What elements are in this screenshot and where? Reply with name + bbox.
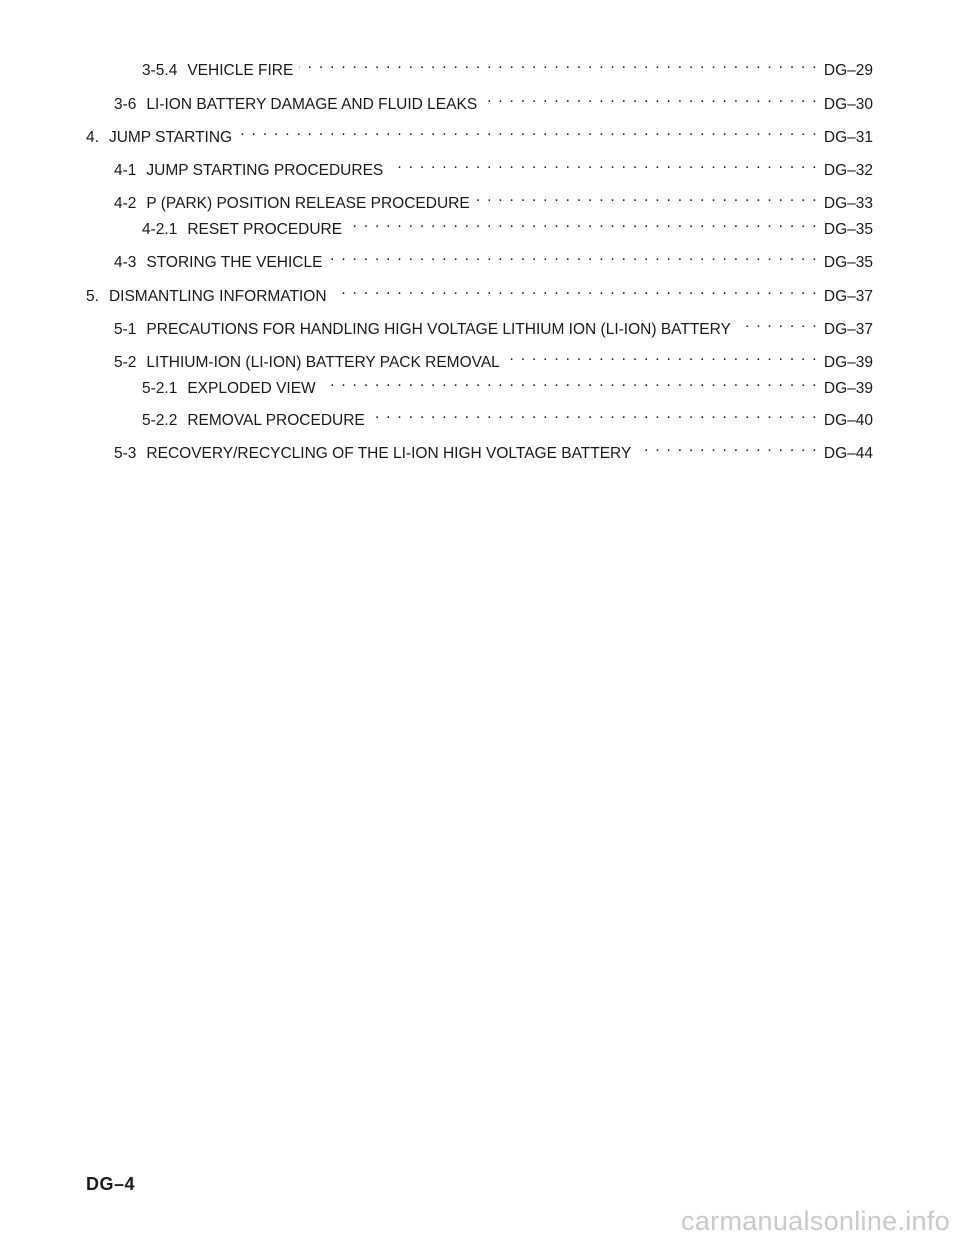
entry-title: RESET PROCEDURE — [187, 221, 343, 238]
entry-page: DG–35 — [823, 221, 873, 238]
entry-number: 4. — [86, 129, 99, 146]
dot-leader — [371, 403, 818, 425]
toc-entry[interactable] — [86, 279, 873, 305]
entry-page: DG–29 — [823, 62, 873, 79]
entry-title: LITHIUM-ION (LI-ION) BATTERY PACK REMOVAL — [146, 354, 500, 371]
entry-number: 5-2.1 — [142, 380, 178, 397]
toc-entry[interactable] — [114, 436, 873, 462]
entry-page: DG–35 — [823, 254, 873, 271]
toc-entry[interactable] — [114, 345, 873, 371]
entry-title: REMOVAL PROCEDURE — [187, 412, 365, 429]
entry-page: DG–44 — [823, 445, 873, 462]
dot-leader — [322, 371, 818, 393]
entry-number: 4-2 — [114, 195, 137, 212]
entry-title: EXPLODED VIEW — [187, 380, 316, 397]
entry-number: 4-1 — [114, 162, 137, 179]
toc-entry[interactable] — [142, 371, 873, 397]
dot-leader — [506, 345, 818, 367]
dot-leader — [333, 279, 818, 301]
entry-page: DG–37 — [823, 288, 873, 305]
dot-leader — [238, 120, 818, 142]
entry-number: 5. — [86, 288, 99, 305]
dot-leader — [637, 436, 818, 458]
entry-title: VEHICLE FIRE — [187, 62, 294, 79]
toc-entry[interactable] — [114, 87, 873, 113]
entry-title: JUMP STARTING — [108, 129, 233, 146]
toc-entry[interactable] — [114, 245, 873, 271]
entry-number: 5-2 — [114, 354, 137, 371]
entry-number: 4-2.1 — [142, 221, 178, 238]
entry-number: 3-6 — [114, 96, 137, 113]
dot-leader — [299, 53, 818, 75]
entry-page: DG–39 — [823, 380, 873, 397]
entry-page: DG–32 — [823, 162, 873, 179]
dot-leader — [483, 87, 818, 109]
watermark: carmanualsonline.info — [681, 1206, 950, 1236]
entry-page: DG–39 — [823, 354, 873, 371]
page-number: DG–4 — [86, 1174, 136, 1194]
entry-page: DG–37 — [823, 321, 873, 338]
entry-title: P (PARK) POSITION RELEASE PROCEDURE — [146, 195, 470, 212]
toc-entry[interactable] — [114, 153, 873, 179]
entry-number: 5-3 — [114, 445, 137, 462]
entry-number: 4-3 — [114, 254, 137, 271]
dot-leader — [389, 153, 818, 175]
entry-number: 5-2.2 — [142, 412, 178, 429]
toc-entry[interactable] — [142, 212, 873, 238]
entry-number: 3-5.4 — [142, 62, 178, 79]
entry-page: DG–33 — [823, 195, 873, 212]
toc-entry[interactable] — [114, 312, 873, 338]
entry-page: DG–30 — [823, 96, 873, 113]
entry-title: LI-ION BATTERY DAMAGE AND FLUID LEAKS — [146, 96, 478, 113]
entry-title: JUMP STARTING PROCEDURES — [146, 162, 384, 179]
entry-title: DISMANTLING INFORMATION — [108, 288, 327, 305]
entry-title: STORING THE VEHICLE — [146, 254, 323, 271]
entry-page: DG–31 — [823, 129, 873, 146]
entry-page: DG–40 — [823, 412, 873, 429]
dot-leader — [328, 245, 817, 267]
dot-leader — [348, 212, 818, 234]
entry-number: 5-1 — [114, 321, 137, 338]
toc-entry[interactable] — [86, 120, 873, 146]
toc-entry[interactable] — [142, 53, 873, 79]
dot-leader — [476, 186, 818, 208]
entry-title: PRECAUTIONS FOR HANDLING HIGH VOLTAGE LITHIUM ION (LI-ION) BATTERY — [146, 321, 731, 338]
dot-leader — [737, 312, 818, 334]
entry-title: RECOVERY/RECYCLING OF THE LI-ION HIGH VOLTAGE BATTERY — [146, 445, 632, 462]
toc-entry[interactable] — [114, 186, 873, 212]
toc-entry[interactable] — [142, 403, 873, 429]
